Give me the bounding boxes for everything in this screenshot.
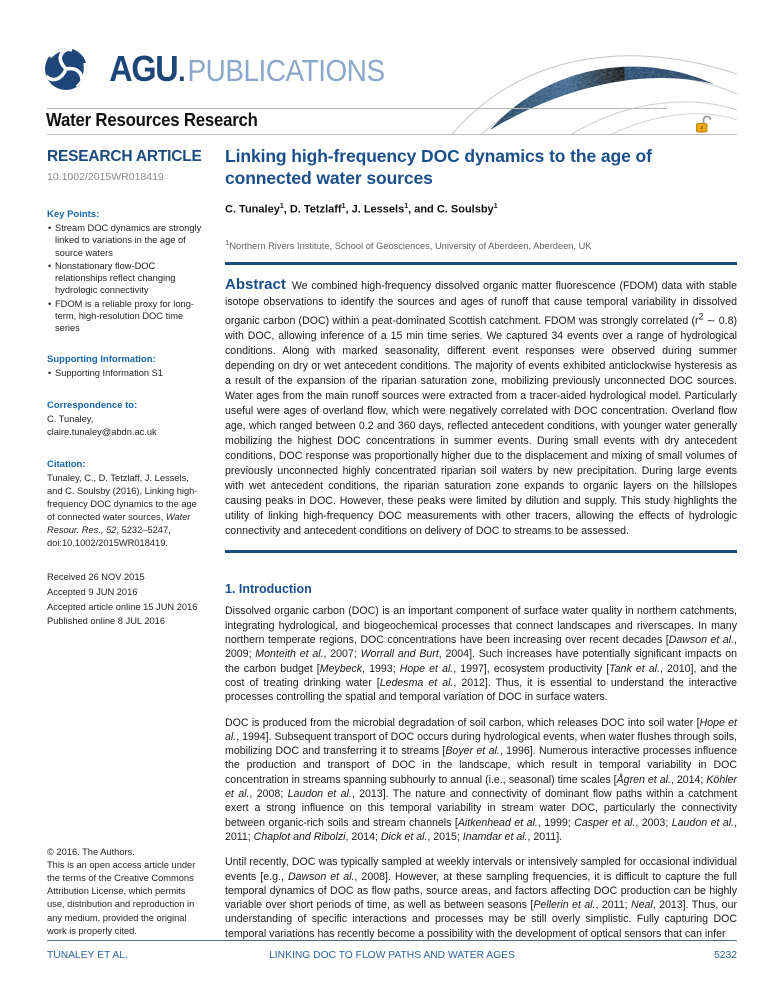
published-online-date: Published online 8 JUL 2016 [47, 616, 166, 627]
key-point-item: • Stream DOC dynamics are strongly linked to variations in the age of source waters [47, 222, 205, 259]
supporting-information-link[interactable]: • Supporting Information S1 [47, 367, 205, 379]
abstract-bottom-rule [225, 550, 737, 553]
agu-wordmark: AGU [109, 48, 178, 89]
correspondence-section [47, 400, 205, 439]
copyright-notice [47, 846, 205, 938]
abstract-text: We combined high-frequency dissolved organic matter fluorescence (FDOM) data with stable isotope observations to identify the sources and ages of runoff that cause temporal variability in dissolved organic carbon (DOC) within a peat-dominated Scottish catchment. FDOM was strongly correlated ($r^2$ ∼ 0.8) with DOC, allowing inference of a 15 min time series. We captured 34 events over a range of hydrological conditions. Along with marked seasonality, different event responses were observed during summer depending on dry or wet antecedent conditions. The majority of events exhibited anticlockwise hysteresis as a result of the expansion of the riparian saturation zone, mobilizing previously unconnected DOC sources. Water ages from the main runoff sources were extracted from a tracer-aided hydrological model. Particularly useful were ages of overland flow, which were negatively correlated with DOC concentration. Overland flow age, which ranged between 0.2 and 360 days, reflected antecedent conditions, with younger water generally mobilizing the highest DOC concentrations in summer events. During small events with dry antecedent conditions, DOC response was proportionally higher due to the displacement and mixing of small volumes of previously unconnected highly concentrated riparian soil waters by new precipitation. During large events with wet antecedent conditions, the riparian saturation zone expands to organic layers on the hillslopes causing peaks in DOC. However, these peaks were limited by dilution and supply. This study highlights the utility of linking high-frequency DOC measurements with other tracers, allowing the effects of hydrologic connectivity and antecedent conditions on delivery of DOC to streams to be assessed. [225, 280, 737, 538]
article-main-column [225, 146, 737, 952]
agu-swirl-icon [44, 47, 88, 91]
accepted-online-date: Accepted article online 15 JUN 2016 [47, 601, 198, 612]
correspondence-name: C. Tunaley, [47, 413, 94, 424]
key-points-heading: Key Points: [47, 209, 100, 220]
article-history-dates [47, 570, 205, 630]
open-access-lock-icon[interactable] [694, 114, 714, 134]
introduction-paragraph: Dissolved organic carbon (DOC) is an important component of surface water quality in northern catchments, integrating hydrological, and biogeochemical processes that connect landscapes and riverscapes. In many northern temperate regions, DOC concentrations have been increasing over recent decades [Dawson et al., 2009; Monteith et al., 2007; Worrall and Burt, 2004]. Such increases have potentially significant impacts on the carbon budget [Meybeck, 1993; Hope et al., 1997], ecosystem productivity [Tank et al., 2010], and the cost of treating drinking water [Ledesma et al., 2012]. Thus, it is essential to understand the interactive processes controlling the spatial and temporal variation of DOC in surface waters. [225, 605, 737, 704]
citation-section [47, 459, 205, 550]
key-points-section [47, 209, 205, 334]
supporting-information-heading: Supporting Information: [47, 354, 156, 366]
header-rule-top [47, 108, 667, 109]
footer-rule [47, 940, 737, 941]
abstract-heading: Abstract [225, 276, 286, 294]
abstract-paragraph [225, 274, 737, 539]
journal-title: Water Resources Research [46, 110, 258, 130]
author-affiliation: $^1$Northern Rivers Institute, School of Geosciences, University of Aberdeen, Aberdeen, UK [225, 238, 592, 252]
citation-text: Tunaley, C., D. Tetzlaff, J. Lessels, and C. Soulsby (2016), Linking high-frequency DOC dynamics to the age of connected water sources, Water Resour. Res., 52, 5232–5247, doi:10.1002/2015WR018419. [47, 472, 198, 548]
page-footer [47, 950, 737, 961]
accepted-date: Accepted 9 JUN 2016 [47, 586, 138, 597]
header-rule-bottom [47, 134, 737, 135]
license-text: This is an open access article under the terms of the Creative Commons Attribution License, which permits use, distribution and reproduction in any medium, provided the original work is properly cited. [47, 859, 196, 936]
received-date: Received 26 NOV 2015 [47, 571, 145, 582]
correspondence-heading: Correspondence to: [47, 399, 138, 411]
publications-wordmark: PUBLICATIONS [187, 53, 385, 88]
author-list: C. Tunaley$^1$, D. Tetzlaff$^1$, J. Lessels$^1$, and C. Soulsby$^1$ [225, 203, 498, 217]
agu-logo [44, 47, 400, 91]
introduction-paragraph: DOC is produced from the microbial degradation of soil carbon, which releases DOC into soil water [Hope et al., 1994]. Subsequent transport of DOC occurs during hydrological events, when water flushes through soils, mobilizing DOC and transferring it to streams [Boyer et al., 1996]. Numerous interactive processes influence the production and transport of DOC in the landscape, which result in temporal variability in DOC concentration in streams spanning subhourly to annual (i.e., seasonal) time scales [Ågren et al., 2014; Köhler et al., 2008; Laudon et al., 2013]. The nature and connectivity of dominant flow paths within a catchment exert a strong influence on this temporal variability in stream water DOC, particularly the connectivity between organic-rich soils and stream channels [Aitkenhead et al., 1999; Casper et al., 2003; Laudon et al., 2011; Chaplot and Ribolzi, 2014; Dick et al., 2015; Inamdar et al., 2011]. [225, 716, 738, 843]
key-points-list [47, 222, 205, 334]
footer-authors: TUNALEY ET AL. [47, 950, 128, 961]
introduction-paragraph: Until recently, DOC was typically sampled at weekly intervals or intensively sampled for occasional individual events [e.g., Dawson et al., 2008]. However, at these sampling frequencies, it is difficult to capture the full temporal dynamics of DOC as flow paths, source areas, and factors affecting DOC production can be highly variable over short periods of time, as well as between seasons [Pellerin et al., 2011; Neal, 2013]. Thus, our understanding of specific interactions and processes may be still overly simplistic. Fully capturing DOC temporal variations has recently become a possibility with the development of optical sensors that can infer [225, 856, 738, 940]
footer-page-number: 5232 [714, 950, 737, 961]
correspondence-email-link[interactable]: claire.tunaley@abdn.ac.uk [47, 426, 157, 437]
citation-heading: Citation: [47, 458, 86, 470]
introduction-heading: 1. Introduction [225, 582, 312, 597]
supporting-information-section [47, 354, 205, 379]
key-point-item: • Nonstationary flow-DOC relationships reflect changing hydrologic connectivity [47, 260, 205, 297]
agu-logo-text [109, 48, 384, 90]
article-type-label: RESEARCH ARTICLE [47, 148, 202, 165]
article-doi: 10.1002/2015WR018419 [47, 171, 164, 183]
article-title: Linking high-frequency DOC dynamics to the age of connected water sources [225, 146, 652, 188]
agu-logo-dot: . [178, 55, 186, 88]
article-info-sidebar [47, 148, 205, 944]
key-point-item: • FDOM is a reliable proxy for long-term, high-resolution DOC time series [47, 298, 205, 335]
copyright-line: © 2016. The Authors. [47, 846, 135, 857]
abstract-top-rule [225, 262, 737, 265]
footer-running-title: LINKING DOC TO FLOW PATHS AND WATER AGES [269, 950, 515, 961]
